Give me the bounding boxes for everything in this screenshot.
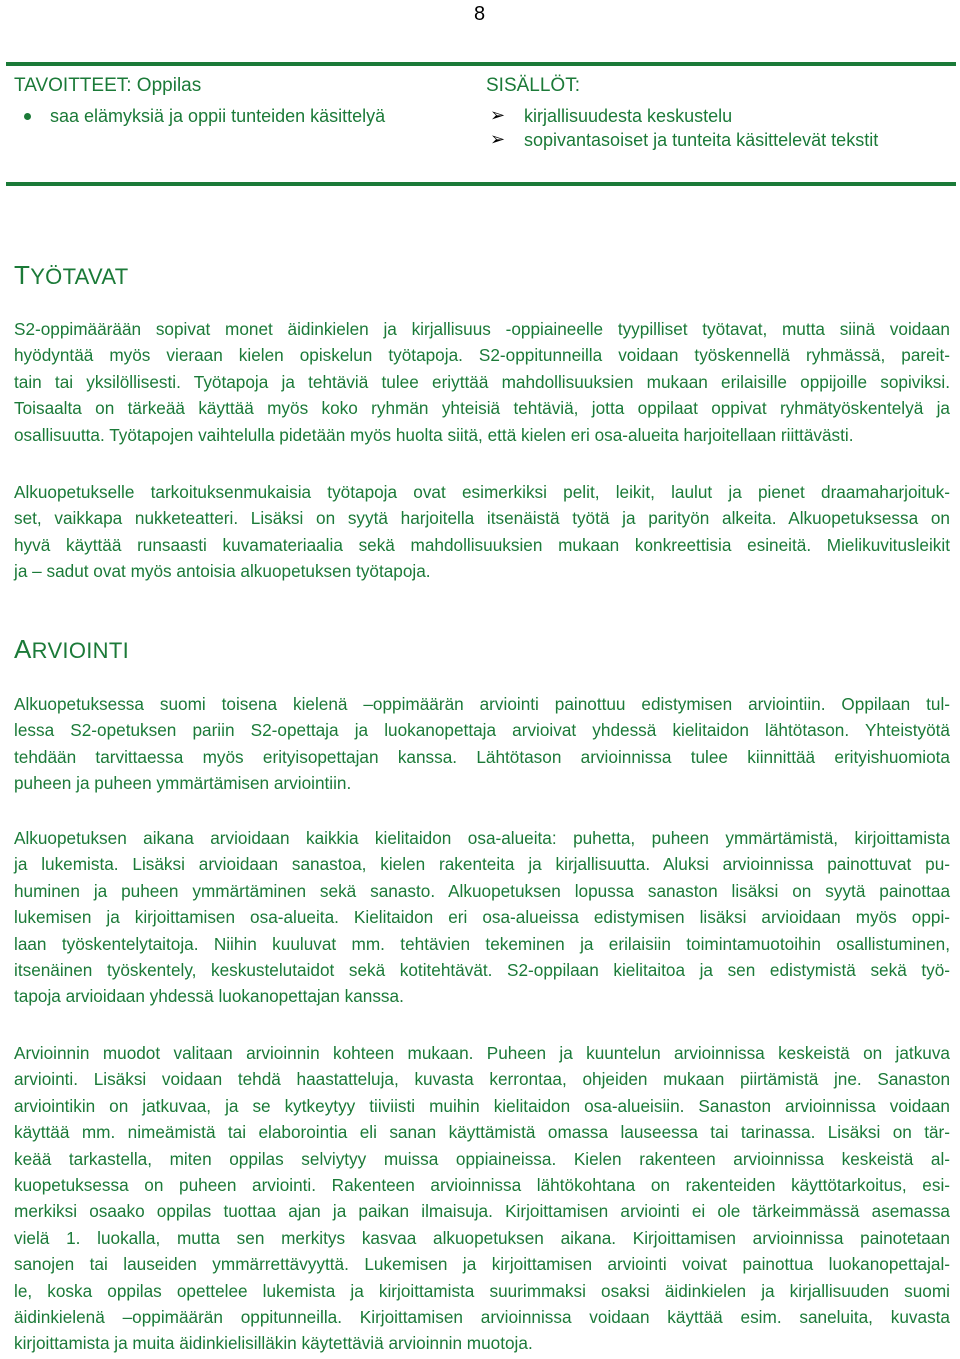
text-line: Alkuopetuksessa suomi toisena kielenä –oppimäärän arviointi painottuu edistymisen arviointiin. Oppilaan tul- — [14, 694, 950, 714]
text-line: S2-oppimäärään sopivat monet äidinkielen ja kirjallisuus -oppiaineelle tyypilliset työtavat, mutta siinä voidaan — [14, 319, 950, 339]
text-line: tain tai yksilöllisesti. Työtapoja ja tehtäviä tulee eriyttää mahdollisuuksien mukaan erilaisille oppijoille sopiviksi. — [14, 371, 950, 392]
text-line: Arvioinnin muodot valitaan arvioinnin kohteen mukaan. Puheen ja kuuntelun arvioinnissa keskeistä on jatkuva — [14, 1043, 950, 1063]
text-line: kuopetuksessa on puheen arviointi. Rakenteen arvioinnissa lähtökohtana on rakenteiden käyttötarkoitus, esi- — [14, 1174, 950, 1195]
section-heading-tyotavat: TYÖTAVAT — [14, 260, 129, 290]
text-line: lessa S2-opetuksen pariin S2-opettaja ja luokanopettaja arvioivat yhdessä kielitaidon lähtötason. Yhteistyötä — [14, 720, 950, 741]
paragraph — [14, 479, 950, 585]
text-line: arviointikin on jatkuvaa, ja se kytkeytyy tiiviisti muihin kielitaidon osa-alueisiin. Sanaston arvioinnissa voidaan — [14, 1095, 950, 1116]
paragraph — [14, 691, 950, 797]
text-line: hyvä käyttää runsaasti kuvamateriaalia sekä mahdollisuuksien mukaan konkreettisia esineitä. Mielikuvitusleikit — [14, 534, 950, 555]
text-line: merkiksi osaako oppilas tuottaa ajan ja paikan ilmaisuja. Kirjoittamisen arviointi ei ole tärkeimmässä asemassa — [14, 1201, 950, 1222]
text-line: Toisaalta on tärkeää käyttää myös koko ryhmän yhteisiä tehtäviä, jotta oppilaat oppivat ryhmätyöskentelyä ja — [14, 398, 950, 419]
arrow-bullet-icon: ➢ — [490, 129, 506, 150]
text-line: puheen ja puheen ymmärtämisen arviointiin. — [14, 773, 352, 794]
text-line: le, koska oppilas opettelee lukemista ja kirjoittamista suurimmaksi osaksi äidinkielen ja kirjallisuuden suomi — [14, 1280, 950, 1301]
text-line: äidinkielenä –oppimäärän oppitunneilla. Kirjoittamisen arvioinnissa voidaan käyttää esim. saneluita, kuvasta — [14, 1306, 950, 1327]
text-line: käyttää mm. nimeämistä tai elaborointia eli sanan käyttämistä omassa lauseessa tai tarinassa. Lisäksi on tär- — [14, 1122, 950, 1143]
goals-contents-box — [6, 62, 956, 186]
arrow-bullet-icon: ➢ — [490, 105, 506, 126]
text-line: lukemisen ja kirjoittamisen osa-alueita. Kielitaidon eri osa-alueissa edistymisen lisäksi arvioidaan myös oppi- — [14, 907, 950, 928]
text-line: laan työskentelytaitoja. Niihin kuuluvat mm. tehtävien tekeminen ja erilaisiin toimintamuotoihin osallistuminen, — [14, 933, 950, 954]
bullet-dot-icon — [24, 113, 31, 120]
page-number: 8 — [474, 3, 486, 25]
text-line: arviointi. Lisäksi voidaan tehdä haastatteluja, kuvasta kerrontaa, ohjeiden mukaan piirtämistä jne. Sanaston — [14, 1069, 950, 1090]
contents-item — [490, 104, 732, 128]
contents-item — [490, 128, 878, 152]
text-line: itsenäinen työskentely, keskustelutaidot sekä kotitehtävät. S2-oppilaan kielitaitoa ja sen edistymistä sekä työ- — [14, 959, 950, 980]
goals-title: TAVOITTEET: Oppilas — [14, 75, 202, 96]
goal-item-label: saa elämyksiä ja oppii tunteiden käsittelyä — [50, 106, 386, 126]
contents-title: SISÄLLÖT: — [486, 75, 580, 96]
text-line: osallisuutta. Työtapojen vaihtelulla pidetään myös huolta siitä, että kielen eri osa-alueita harjoitellaan riittävästi. — [14, 424, 854, 445]
text-line: set, vaikkapa nukketeatteri. Lisäksi on syytä harjoitella itsenäistä työtä ja parityön alkeita. Alkuopetuksessa on — [14, 508, 950, 529]
contents-item-label: kirjallisuudesta keskustelu — [524, 106, 733, 126]
text-line: keää tarkastella, miten oppilas selviytyy muissa oppiaineissa. Kielen rakenteen arvioinnissa keskeistä al- — [14, 1148, 950, 1169]
text-line: huminen ja puheen ymmärtäminen sekä sanasto. Alkuopetuksen lopussa sanaston lisäksi on syytä painottaa — [14, 880, 950, 901]
text-line: tapoja arvioidaan yhdessä luokanopettajan kanssa. — [14, 986, 404, 1007]
paragraph — [14, 316, 950, 448]
goal-item — [24, 104, 385, 128]
text-line: ja lukemista. Lisäksi arvioidaan sanastoa, kielen rakenteita ja kirjallisuutta. Aluksi arvioinnissa painottuvat pu- — [14, 854, 950, 875]
paragraph — [14, 1040, 950, 1357]
contents-item-label: sopivantasoiset ja tunteita käsittelevät tekstit — [524, 130, 879, 150]
paragraph — [14, 825, 950, 1010]
text-line: sanojen tai lauseiden ymmärrettävyyttä. Lukemisen ja kirjoittamisen arviointi voivat painottua luokanopettajal- — [14, 1254, 950, 1275]
text-line: ja – sadut ovat myös antoisia alkuopetuksen työtapoja. — [14, 561, 431, 582]
text-line: Alkuopetukselle tarkoituksenmukaisia työtapoja ovat esimerkiksi pelit, leikit, laulut ja pienet draamaharjoituk- — [14, 482, 950, 502]
text-line: Alkuopetuksen aikana arvioidaan kaikkia kielitaidon osa-alueita: puhetta, puheen ymmärtämistä, kirjoittamista — [14, 828, 950, 848]
text-line: tehdään tarvittaessa myös erityisopettajan kanssa. Lähtötason arvioinnissa tulee kiinnittää erityishuomiota — [14, 746, 950, 767]
text-line: kirjoittamista ja muita äidinkielisilläkin käytettäviä arvioinnin muotoja. — [14, 1333, 533, 1354]
section-heading-arviointi: ARVIOINTI — [14, 634, 129, 664]
text-line: vielä 1. luokalla, mutta sen merkitys kasvaa alkuopetuksen aikana. Kirjoittamisen arvioinnissa painotetaan — [14, 1227, 950, 1248]
text-line: hyödyntää myös vieraan kielen opiskelun työtapoja. S2-oppitunneilla voidaan työskennellä ryhmässä, pareit- — [14, 345, 950, 366]
